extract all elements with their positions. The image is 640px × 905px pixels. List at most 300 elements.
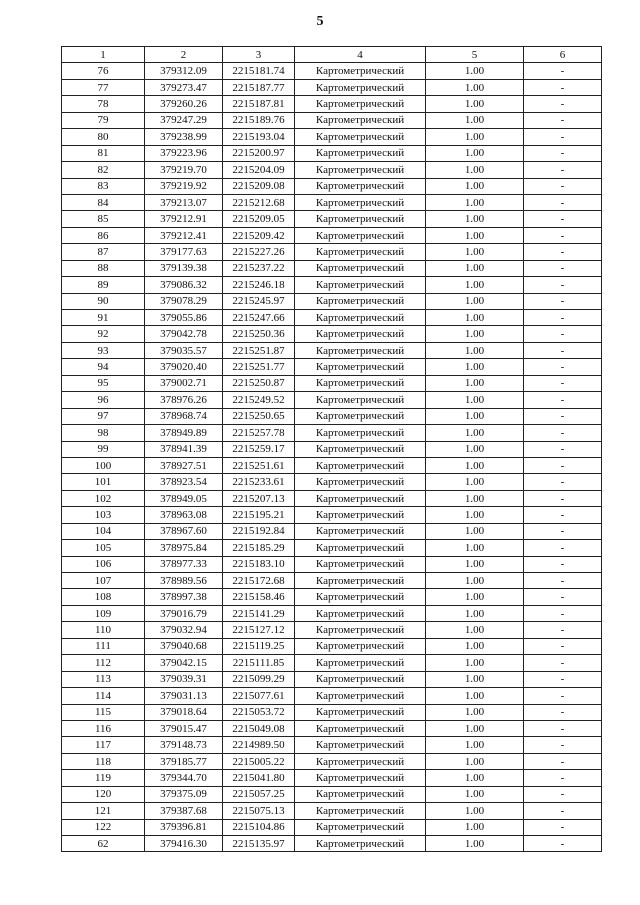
- table-cell: 1.00: [426, 342, 524, 358]
- table-cell: 2215200.97: [223, 145, 295, 161]
- table-cell: 379016.79: [145, 605, 223, 621]
- table-cell: 2215204.09: [223, 162, 295, 178]
- table-cell: 2215141.29: [223, 605, 295, 621]
- table-cell: 379213.07: [145, 194, 223, 210]
- table-cell: 378923.54: [145, 474, 223, 490]
- table-cell: Картометрический: [295, 540, 426, 556]
- table-cell: 2215005.22: [223, 753, 295, 769]
- table-cell: 2215127.12: [223, 622, 295, 638]
- table-cell: -: [524, 227, 602, 243]
- table-cell: -: [524, 145, 602, 161]
- table-cell: 1.00: [426, 359, 524, 375]
- table-cell: 93: [62, 342, 145, 358]
- table-cell: 2215053.72: [223, 704, 295, 720]
- table-row: [62, 227, 602, 243]
- table-cell: Картометрический: [295, 441, 426, 457]
- table-row: [62, 112, 602, 128]
- table-cell: 2215189.76: [223, 112, 295, 128]
- table-cell: 1.00: [426, 753, 524, 769]
- table-cell: 378997.38: [145, 589, 223, 605]
- table-cell: 83: [62, 178, 145, 194]
- table-cell: 379018.64: [145, 704, 223, 720]
- table-cell: Картометрический: [295, 310, 426, 326]
- table-cell: Картометрический: [295, 375, 426, 391]
- table-cell: Картометрический: [295, 523, 426, 539]
- table-cell: 1.00: [426, 293, 524, 309]
- table-cell: 1.00: [426, 129, 524, 145]
- table-cell: Картометрический: [295, 622, 426, 638]
- table-cell: 2215209.42: [223, 227, 295, 243]
- table-cell: 378976.26: [145, 392, 223, 408]
- table-cell: Картометрический: [295, 688, 426, 704]
- table-row: [62, 178, 602, 194]
- table-cell: -: [524, 655, 602, 671]
- table-cell: 2215193.04: [223, 129, 295, 145]
- table-cell: -: [524, 194, 602, 210]
- table-cell: -: [524, 211, 602, 227]
- table-header: [62, 47, 602, 63]
- table-cell: 2215209.08: [223, 178, 295, 194]
- table-cell: Картометрический: [295, 244, 426, 260]
- table-cell: Картометрический: [295, 194, 426, 210]
- table-cell: -: [524, 96, 602, 112]
- table-cell: -: [524, 425, 602, 441]
- table-cell: 1.00: [426, 277, 524, 293]
- table-row: [62, 737, 602, 753]
- table-cell: 2215158.46: [223, 589, 295, 605]
- table-cell: 103: [62, 507, 145, 523]
- table-cell: 2215172.68: [223, 573, 295, 589]
- table-cell: 76: [62, 63, 145, 79]
- table-cell: 379212.91: [145, 211, 223, 227]
- table-cell: Картометрический: [295, 556, 426, 572]
- table-cell: 2215187.81: [223, 96, 295, 112]
- table-cell: 2215192.84: [223, 523, 295, 539]
- table-row: [62, 589, 602, 605]
- table-row: [62, 605, 602, 621]
- table-cell: 379139.38: [145, 260, 223, 276]
- table-cell: 2215041.80: [223, 770, 295, 786]
- table-cell: -: [524, 523, 602, 539]
- table-cell: 379312.09: [145, 63, 223, 79]
- table-cell: 101: [62, 474, 145, 490]
- table-cell: Картометрический: [295, 293, 426, 309]
- table-cell: 1.00: [426, 79, 524, 95]
- table-cell: 113: [62, 671, 145, 687]
- table-cell: 379273.47: [145, 79, 223, 95]
- table-cell: 1.00: [426, 803, 524, 819]
- table-cell: Картометрический: [295, 408, 426, 424]
- table-row: [62, 408, 602, 424]
- table-cell: 1.00: [426, 786, 524, 802]
- table-cell: -: [524, 737, 602, 753]
- table-cell: -: [524, 507, 602, 523]
- table-cell: 2215187.77: [223, 79, 295, 95]
- table-cell: Картометрический: [295, 227, 426, 243]
- table-row: [62, 375, 602, 391]
- table-cell: -: [524, 589, 602, 605]
- table-cell: 379031.13: [145, 688, 223, 704]
- table-cell: 1.00: [426, 490, 524, 506]
- table-cell: -: [524, 342, 602, 358]
- table-cell: -: [524, 573, 602, 589]
- table-cell: -: [524, 441, 602, 457]
- table-row: [62, 392, 602, 408]
- table-row: [62, 655, 602, 671]
- table-row: [62, 441, 602, 457]
- table-cell: 87: [62, 244, 145, 260]
- table-cell: 99: [62, 441, 145, 457]
- table-row: [62, 753, 602, 769]
- table-cell: Картометрический: [295, 326, 426, 342]
- table-cell: 379039.31: [145, 671, 223, 687]
- table-cell: 1.00: [426, 211, 524, 227]
- table-cell: Картометрический: [295, 162, 426, 178]
- table-cell: -: [524, 720, 602, 736]
- table-cell: Картометрический: [295, 112, 426, 128]
- table-cell: 2215057.25: [223, 786, 295, 802]
- table-cell: 82: [62, 162, 145, 178]
- table-cell: -: [524, 375, 602, 391]
- column-header: 1: [62, 47, 145, 63]
- table-cell: 1.00: [426, 605, 524, 621]
- table-cell: 2215077.61: [223, 688, 295, 704]
- table-row: [62, 671, 602, 687]
- table-cell: Картометрический: [295, 490, 426, 506]
- table-cell: -: [524, 408, 602, 424]
- table-cell: -: [524, 704, 602, 720]
- table-cell: Картометрический: [295, 770, 426, 786]
- table-cell: 2215251.77: [223, 359, 295, 375]
- table-cell: 378949.89: [145, 425, 223, 441]
- table-cell: 109: [62, 605, 145, 621]
- table-cell: 379238.99: [145, 129, 223, 145]
- table-cell: 379177.63: [145, 244, 223, 260]
- table-row: [62, 342, 602, 358]
- table-row: [62, 688, 602, 704]
- table-cell: 90: [62, 293, 145, 309]
- table-cell: 85: [62, 211, 145, 227]
- table-cell: Картометрический: [295, 589, 426, 605]
- table-cell: -: [524, 260, 602, 276]
- table-cell: 1.00: [426, 622, 524, 638]
- table-cell: 1.00: [426, 112, 524, 128]
- table-cell: 1.00: [426, 720, 524, 736]
- table-cell: 2215233.61: [223, 474, 295, 490]
- table-row: [62, 260, 602, 276]
- table-cell: Картометрический: [295, 425, 426, 441]
- table-cell: 1.00: [426, 162, 524, 178]
- table-cell: 111: [62, 638, 145, 654]
- table-cell: 379387.68: [145, 803, 223, 819]
- table-row: [62, 145, 602, 161]
- table-cell: 378989.56: [145, 573, 223, 589]
- table-cell: 62: [62, 836, 145, 852]
- table-cell: 379212.41: [145, 227, 223, 243]
- table-cell: 80: [62, 129, 145, 145]
- table-cell: 1.00: [426, 408, 524, 424]
- table-cell: 1.00: [426, 194, 524, 210]
- table-cell: 379396.81: [145, 819, 223, 835]
- table-cell: 379086.32: [145, 277, 223, 293]
- table-cell: 88: [62, 260, 145, 276]
- column-header: 5: [426, 47, 524, 63]
- table-cell: Картометрический: [295, 704, 426, 720]
- table-cell: 1.00: [426, 244, 524, 260]
- table-cell: Картометрический: [295, 671, 426, 687]
- table-cell: 2215247.66: [223, 310, 295, 326]
- table-cell: 89: [62, 277, 145, 293]
- table-cell: -: [524, 392, 602, 408]
- table-cell: 116: [62, 720, 145, 736]
- table-cell: 379032.94: [145, 622, 223, 638]
- table-cell: Картометрический: [295, 342, 426, 358]
- table-cell: 379219.92: [145, 178, 223, 194]
- table-cell: 1.00: [426, 770, 524, 786]
- table-body: [62, 63, 602, 852]
- table-row: [62, 523, 602, 539]
- table-cell: -: [524, 786, 602, 802]
- table-cell: 1.00: [426, 836, 524, 852]
- table-cell: 1.00: [426, 589, 524, 605]
- table-row: [62, 457, 602, 473]
- table-row: [62, 704, 602, 720]
- table-cell: 107: [62, 573, 145, 589]
- table-cell: Картометрический: [295, 836, 426, 852]
- table-cell: Картометрический: [295, 803, 426, 819]
- table-cell: 1.00: [426, 310, 524, 326]
- table-cell: 118: [62, 753, 145, 769]
- page-number: 5: [316, 14, 324, 29]
- table-cell: -: [524, 359, 602, 375]
- table-cell: Картометрический: [295, 392, 426, 408]
- table-cell: -: [524, 556, 602, 572]
- table-cell: 2215207.13: [223, 490, 295, 506]
- table-cell: 105: [62, 540, 145, 556]
- table-cell: 86: [62, 227, 145, 243]
- table-cell: -: [524, 490, 602, 506]
- table-cell: 379223.96: [145, 145, 223, 161]
- table-cell: -: [524, 310, 602, 326]
- table-cell: 120: [62, 786, 145, 802]
- table-cell: 2215250.36: [223, 326, 295, 342]
- table-row: [62, 490, 602, 506]
- table-cell: 1.00: [426, 425, 524, 441]
- table-row: [62, 786, 602, 802]
- table-row: [62, 310, 602, 326]
- table-cell: Картометрический: [295, 737, 426, 753]
- table-cell: 2215119.25: [223, 638, 295, 654]
- table-cell: Картометрический: [295, 457, 426, 473]
- table-cell: Картометрический: [295, 819, 426, 835]
- table-cell: -: [524, 753, 602, 769]
- table-cell: 379416.30: [145, 836, 223, 852]
- table-cell: 84: [62, 194, 145, 210]
- table-cell: 378975.84: [145, 540, 223, 556]
- column-header: 2: [145, 47, 223, 63]
- table-cell: 1.00: [426, 260, 524, 276]
- table-row: [62, 622, 602, 638]
- table-cell: 114: [62, 688, 145, 704]
- table-row: [62, 326, 602, 342]
- table-cell: -: [524, 803, 602, 819]
- table-row: [62, 770, 602, 786]
- table-cell: 1.00: [426, 671, 524, 687]
- table-cell: 79: [62, 112, 145, 128]
- table-cell: 379015.47: [145, 720, 223, 736]
- table-cell: Картометрический: [295, 260, 426, 276]
- table-cell: 378963.08: [145, 507, 223, 523]
- table-cell: 121: [62, 803, 145, 819]
- table-cell: 2215250.65: [223, 408, 295, 424]
- table-cell: Картометрический: [295, 211, 426, 227]
- table-cell: 78: [62, 96, 145, 112]
- table-cell: 379020.40: [145, 359, 223, 375]
- table-row: [62, 293, 602, 309]
- table-cell: -: [524, 178, 602, 194]
- table-cell: -: [524, 112, 602, 128]
- column-header: 3: [223, 47, 295, 63]
- table-cell: Картометрический: [295, 605, 426, 621]
- column-header: 6: [524, 47, 602, 63]
- table-cell: 379260.26: [145, 96, 223, 112]
- table-cell: -: [524, 770, 602, 786]
- table-cell: 122: [62, 819, 145, 835]
- table-cell: 2215212.68: [223, 194, 295, 210]
- table-cell: 2215249.52: [223, 392, 295, 408]
- table-cell: 112: [62, 655, 145, 671]
- table-cell: 1.00: [426, 688, 524, 704]
- table-cell: 2215237.22: [223, 260, 295, 276]
- table-cell: 379247.29: [145, 112, 223, 128]
- table-cell: 1.00: [426, 326, 524, 342]
- table-row: [62, 359, 602, 375]
- table-row: [62, 129, 602, 145]
- table-cell: 2215185.29: [223, 540, 295, 556]
- table-cell: 2214989.50: [223, 737, 295, 753]
- table-cell: 1.00: [426, 819, 524, 835]
- table-cell: Картометрический: [295, 655, 426, 671]
- table-cell: Картометрический: [295, 638, 426, 654]
- table-cell: 378968.74: [145, 408, 223, 424]
- column-header: 4: [295, 47, 426, 63]
- table-cell: -: [524, 836, 602, 852]
- table-row: [62, 836, 602, 852]
- table-row: [62, 425, 602, 441]
- table-cell: -: [524, 244, 602, 260]
- table-cell: -: [524, 293, 602, 309]
- table-cell: Картометрический: [295, 96, 426, 112]
- table-cell: 2215195.21: [223, 507, 295, 523]
- table-cell: Картометрический: [295, 277, 426, 293]
- table-cell: -: [524, 671, 602, 687]
- table-cell: 96: [62, 392, 145, 408]
- table-cell: 379042.78: [145, 326, 223, 342]
- table-cell: 378967.60: [145, 523, 223, 539]
- table-cell: 1.00: [426, 540, 524, 556]
- table-row: [62, 819, 602, 835]
- table-cell: 2215259.17: [223, 441, 295, 457]
- table-cell: 2215250.87: [223, 375, 295, 391]
- table-cell: 379375.09: [145, 786, 223, 802]
- table-cell: 95: [62, 375, 145, 391]
- table-cell: 1.00: [426, 441, 524, 457]
- table-cell: 102: [62, 490, 145, 506]
- table-cell: 91: [62, 310, 145, 326]
- table-cell: 378941.39: [145, 441, 223, 457]
- table-row: [62, 211, 602, 227]
- table-cell: 2215099.29: [223, 671, 295, 687]
- table-row: [62, 162, 602, 178]
- table-cell: -: [524, 326, 602, 342]
- table-cell: 117: [62, 737, 145, 753]
- table-cell: 110: [62, 622, 145, 638]
- table-cell: -: [524, 63, 602, 79]
- table-cell: 1.00: [426, 63, 524, 79]
- table-cell: 81: [62, 145, 145, 161]
- table-cell: 2215246.18: [223, 277, 295, 293]
- table-cell: 106: [62, 556, 145, 572]
- table-cell: 1.00: [426, 704, 524, 720]
- table-cell: Картометрический: [295, 720, 426, 736]
- table-cell: 115: [62, 704, 145, 720]
- table-cell: 2215251.61: [223, 457, 295, 473]
- table-cell: Картометрический: [295, 753, 426, 769]
- table-cell: Картометрический: [295, 474, 426, 490]
- table-cell: 1.00: [426, 145, 524, 161]
- table-cell: 1.00: [426, 507, 524, 523]
- table-cell: 379055.86: [145, 310, 223, 326]
- table-cell: 94: [62, 359, 145, 375]
- table-cell: Картометрический: [295, 129, 426, 145]
- table-cell: 98: [62, 425, 145, 441]
- table-cell: Картометрический: [295, 63, 426, 79]
- table-row: [62, 573, 602, 589]
- table-cell: 1.00: [426, 638, 524, 654]
- table-cell: Картометрический: [295, 786, 426, 802]
- table-cell: 379078.29: [145, 293, 223, 309]
- table-cell: 1.00: [426, 737, 524, 753]
- table-cell: 1.00: [426, 227, 524, 243]
- coordinates-table: [61, 46, 602, 852]
- table-cell: 1.00: [426, 474, 524, 490]
- table-cell: 378949.05: [145, 490, 223, 506]
- table-row: [62, 79, 602, 95]
- table-cell: Картометрический: [295, 507, 426, 523]
- table-cell: -: [524, 457, 602, 473]
- table-row: [62, 507, 602, 523]
- table-cell: Картометрический: [295, 573, 426, 589]
- table-cell: 2215251.87: [223, 342, 295, 358]
- table-cell: 2215227.26: [223, 244, 295, 260]
- table-cell: 1.00: [426, 655, 524, 671]
- table-cell: 1.00: [426, 392, 524, 408]
- table-cell: -: [524, 819, 602, 835]
- table-row: [62, 556, 602, 572]
- table-cell: 92: [62, 326, 145, 342]
- table-cell: 379042.15: [145, 655, 223, 671]
- table-cell: 108: [62, 589, 145, 605]
- table-cell: 379148.73: [145, 737, 223, 753]
- table-row: [62, 277, 602, 293]
- table-row: [62, 63, 602, 79]
- table-row: [62, 96, 602, 112]
- table-cell: -: [524, 540, 602, 556]
- table-cell: Картометрический: [295, 178, 426, 194]
- table-cell: Картометрический: [295, 359, 426, 375]
- table-cell: 1.00: [426, 523, 524, 539]
- table-cell: 379040.68: [145, 638, 223, 654]
